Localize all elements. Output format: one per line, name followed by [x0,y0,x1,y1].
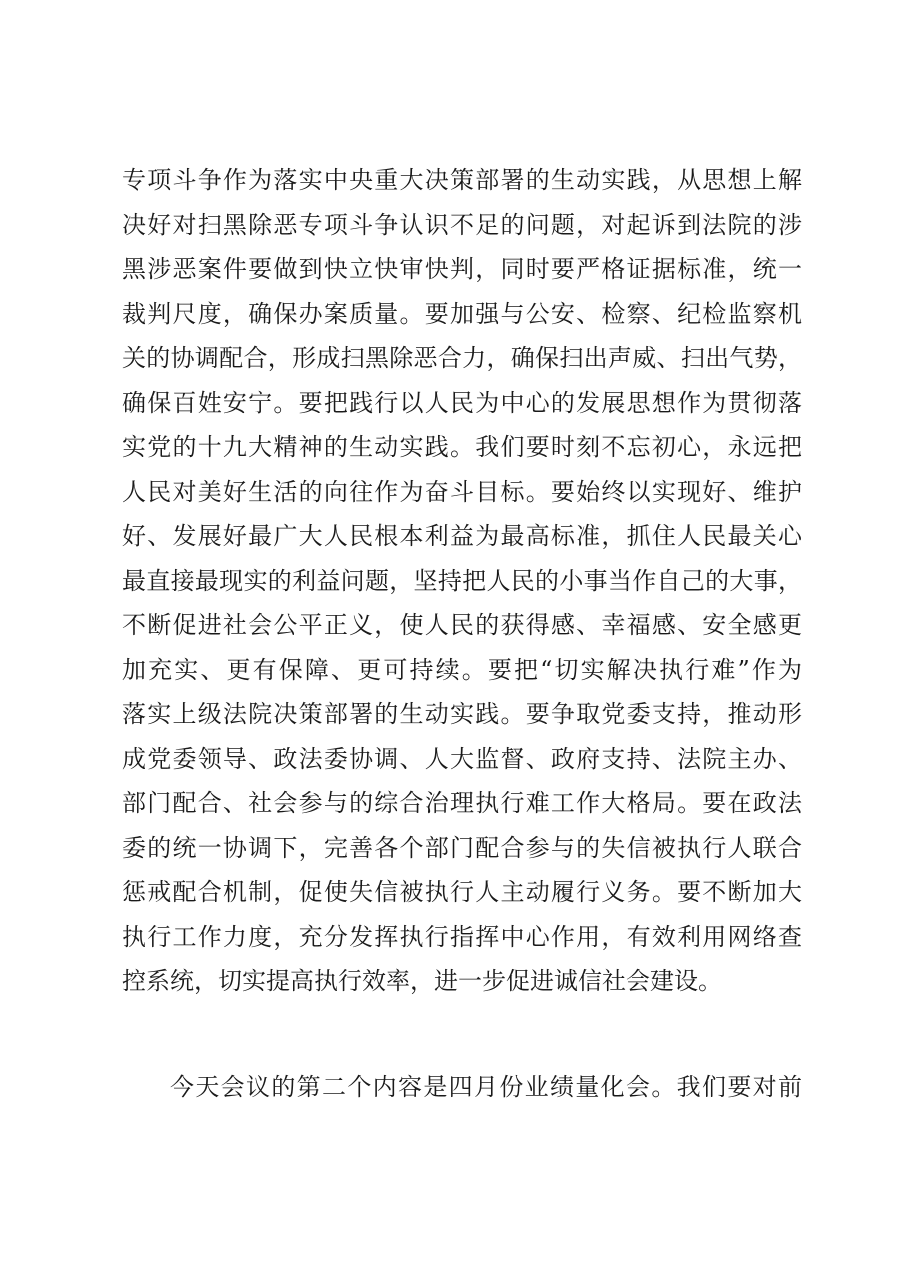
text-line: 部门配合、社会参与的综合治理执行难工作大格局。要在政法 [122,789,802,817]
text-line: 执行工作力度，充分发挥执行指挥中心作用，有效利用网络查 [122,922,802,951]
text-line: 成党委领导、政法委协调、人大监督、政府支持、法院主办、 [122,744,802,773]
text-line: 惩戒配合机制，促使失信被执行人主动履行义务。要不断加大 [122,878,802,906]
text-line: 落实上级法院决策部署的生动实践。要争取党委支持，推动形 [122,700,802,728]
text-line: 确保百姓安宁。要把践行以人民为中心的发展思想作为贯彻落 [122,388,802,417]
text-line: 委的统一协调下，完善各个部门配合参与的失信被执行人联合 [122,833,802,862]
text-line: 关的协调配合，形成扫黑除恶合力，确保扫出声威、扫出气势， [122,344,802,372]
text-line: 控系统，切实提高执行效率，进一步促进诚信社会建设。 [122,967,722,995]
text-line: 最直接最现实的利益问题，坚持把人民的小事当作自己的大事， [122,566,802,595]
text-line: 实党的十九大精神的生动实践。我们要时刻不忘初心，永远把 [122,433,802,461]
text-line: 黑涉恶案件要做到快立快审快判，同时要严格证据标准，统一 [122,255,802,283]
text-line: 加充实、更有保障、更可持续。要把“切实解决执行难”作为 [122,655,802,684]
text-line: 裁判尺度，确保办案质量。要加强与公安、检察、纪检监察机 [122,299,802,328]
text-line: 今天会议的第二个内容是四月份业绩量化会。我们要对前 [170,1073,802,1101]
text-line: 专项斗争作为落实中央重大决策部署的生动实践，从思想上解 [122,166,802,194]
body-paragraph-2 [122,1065,802,1110]
body-paragraph-1 [122,158,802,1004]
text-line: 不断促进社会公平正义，使人民的获得感、幸福感、安全感更 [122,611,802,639]
text-line: 好、发展好最广大人民根本利益为最高标准，抓住人民最关心 [122,522,802,550]
text-line: 人民对美好生活的向往作为奋斗目标。要始终以实现好、维护 [122,477,802,506]
text-line: 决好对扫黑除恶专项斗争认识不足的问题，对起诉到法院的涉 [122,210,802,239]
